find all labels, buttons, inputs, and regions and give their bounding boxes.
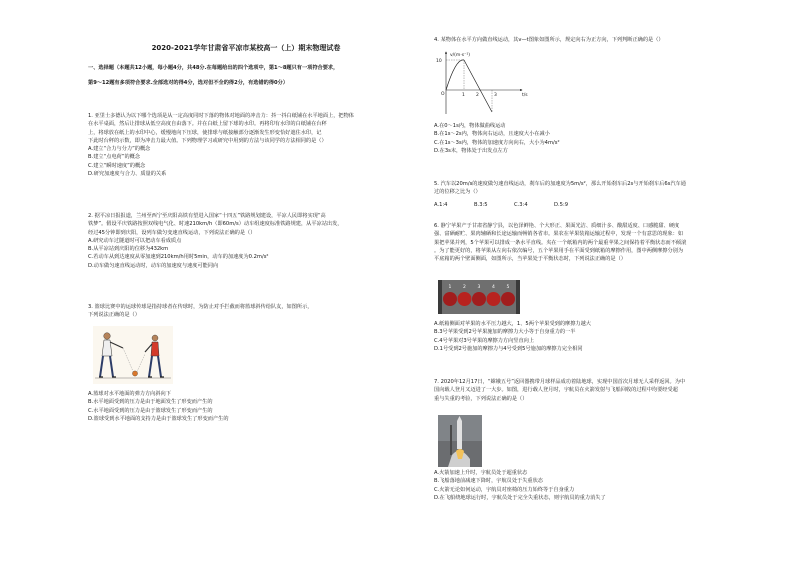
- question-3-options: [88, 390, 404, 423]
- q5-stem-line: 5. 汽车以20m/s的速度做匀速直线运动，刹车后的加速度为5m/s²，那么开始刹车后2s与开始刹车后6s汽车通: [434, 181, 686, 187]
- q1-stem-line: 在水平桌面，然后让排球从低空高度自由落下。并在白纸上留下球的水印。再将印有水印的白纸铺在台秤: [88, 121, 327, 128]
- q3-option-d: D.篮球受到水平地面的支持力是由于篮球发生了形变而产生的: [88, 415, 229, 422]
- vt-y-axis-label: v/(m·s⁻¹): [450, 53, 471, 58]
- q1-stem-line: 上，将球放在纸上的水印中心，缓慢地向下压球，使排球与纸接触部分逐渐发生形变恰好遮住水印，记: [88, 129, 322, 136]
- vt-origin-label: O: [441, 92, 445, 97]
- vt-t1-label: 1: [462, 93, 465, 98]
- q2-option-b: B.从平凉站到庆阳的位移为432km: [88, 246, 169, 253]
- q5-option-b: B.3:5: [474, 201, 488, 208]
- question-4: [434, 36, 750, 44]
- q1-stem-line: 1. 亚里士多德认为以下哪个选项是从一定高度同时下落的物体对地面的冲击力：抖一抖白纸铺在水平地面上，把物体: [88, 113, 354, 119]
- q5-option-d: D.5:9: [554, 201, 568, 208]
- rocket-launch-photo: [438, 415, 482, 467]
- q1-option-c: C.建立“瞬时速度”的概念: [88, 162, 146, 169]
- q5-option-c: C.3:4: [514, 201, 528, 208]
- section1-heading: [88, 64, 404, 88]
- question-6-options: [434, 320, 750, 353]
- q7-option-d: D.在飞船绕地球运行时，宇航员处于完全失重状态，则宇航员的重力消失了: [434, 494, 606, 501]
- q2-option-c: C.若动车从到达速度从零加速到210km/h用时5min，动车的加速度为0.2m/s²: [88, 254, 269, 261]
- q7-option-a: A.火箭加速上升时，宇航员处于超重状态: [434, 470, 528, 476]
- vt-graph: [434, 48, 534, 120]
- q4-option-c: C.在1s～3s内，物体的加速度方向向右，大小为4m/s²: [434, 139, 560, 146]
- q4-option-b: B.在1s～2s内，物体向右运动，且速度大小在减小: [434, 131, 550, 138]
- section1-heading-line1: 一、选择题（本题共12小题，每小题4分，共48分.在每题给出的四个选项中，第1～8题只有一项符合要求，: [88, 65, 339, 71]
- q3-stem-line: 3. 篮球比赛中的运球传球是指持球者在传球时，为防止对手拦截而将篮球斜传给队友，如图所示，: [88, 304, 313, 310]
- q7-stem-line: 7. 2020年12月17日，“嫦娥五号”返回器携带月球样品成功着陆地球，实现中国首次月球无人采样返回。为中: [434, 379, 686, 385]
- apples-figure: [438, 280, 520, 314]
- question-2: [88, 212, 404, 270]
- q6-stem-line: 强、富硒耐贮、果肉辅硒和长途运输而畅销各省市。果农在苹果装箱运输过程中，发现一个有意思的现象：如: [434, 231, 684, 238]
- vt-x-axis-label: t/s: [522, 93, 528, 98]
- q7-option-b: B.飞船落地前减速下降时，宇航员处于失重状态: [434, 478, 543, 485]
- q6-stem-line: 。为了能更好的，将苹果从左向右依次编号，五个苹果用手在平面受到纸箱的摩擦作用，图中两侧摩擦分别为: [434, 247, 684, 254]
- q1-option-a: A.建立“合力与分力”的概念: [88, 146, 151, 153]
- question-1: [88, 112, 404, 178]
- q6-stem-line: 平底箱的两个壁面侧面，如图所示，当苹果处于平衡状态时，下列说法正确的是（）: [434, 256, 626, 263]
- q3-option-b: B.水平地面受到的压力是由于地面发生了形变而产生的: [88, 399, 213, 406]
- q2-option-d: D.动车做匀速直线运动时，动车的加速度与速度可能同向: [88, 262, 219, 269]
- q2-stem-line: 经过45分钟即到庆阳，设列车做匀变速直线运动，下列说法正确的是（）: [88, 229, 256, 236]
- q3-stem-line: 下列说法正确的是（）: [88, 312, 140, 319]
- q2-stem-line: 2. 据平凉日报报道，兰州至西宁至庆阳高铁有望进入国家“十四五”铁路规划建设，平凉人民即将实现“高: [88, 213, 326, 219]
- apple-label: 3: [477, 285, 481, 290]
- q1-stem-line: 下此时台秤的示数，即为冲击力最大值。下列物理学习或研究中用到的方法与该同学的方法相同的是（）: [88, 137, 327, 144]
- vt-vmax-label: 10: [436, 59, 442, 64]
- q4-option-d: D.在3s末，物体处于出发点左方: [434, 147, 508, 154]
- q5-options: [434, 201, 750, 209]
- vt-t3-label: 3: [494, 93, 497, 98]
- section1-heading-line2: 第9～12题有多项符合要求.全部选对的得4分，选对但不全的得2分，有选错的得0分）: [88, 80, 289, 87]
- q2-stem-line: 铁梦”。假设平庆铁路按照双线电气化、时速210km/h（即60m/s）动车组速度标准铁路规建，从平凉站出发，: [88, 221, 343, 228]
- q6-option-b: B.3号苹果受到2号苹果施加的摩擦力大小等于自身重力的一半: [434, 329, 576, 336]
- q6-stem-line: 果把苹果并列，5个苹果可以排成一条水平直线。夹在一个纸箱内的两个最重苹果之间保持着平衡状态而不倾滚: [434, 239, 687, 246]
- question-4-options: [434, 122, 750, 155]
- question-7-options: [434, 469, 750, 502]
- q3-option-a: A.篮球对水平地面的弹力方向斜向下: [88, 391, 171, 397]
- q2-option-a: A.研究动车过隧道时可以把动车看成质点: [88, 237, 182, 244]
- apple-label: 4: [492, 285, 495, 290]
- q4-stem: 4. 某物体在水平方向做直线运动，其v—t图象如图所示，规定向右为正方向，下列判断正确的是（）: [434, 37, 664, 43]
- question-7: [434, 378, 750, 403]
- q4-option-a: A.在0～1s内，物体做曲线运动: [434, 123, 506, 129]
- question-5: [434, 180, 750, 209]
- q1-option-b: B.建立“点电荷”的概念: [88, 154, 141, 161]
- q5-option-a: A.1:4: [434, 201, 448, 208]
- apple-label: 2: [463, 285, 466, 290]
- q1-option-d: D.研究加速度与合力、质量的关系: [88, 171, 167, 178]
- basketball-figure: [93, 326, 173, 384]
- q7-option-c: C.火箭无论如何运动，宇航员对座椅的压力始终等于自身重力: [434, 486, 575, 493]
- q7-stem-line: 重与失重的考验，下列说法正确的是（）: [434, 395, 528, 402]
- q6-option-d: D.1号受到2号施加的摩擦力与4号受到5号施加的摩擦力完全相同: [434, 345, 583, 352]
- vt-t2-label: 2: [476, 93, 479, 98]
- question-3: [88, 303, 404, 320]
- q7-stem-line: 国向载人登月又迈进了一大步。如图，进行载人登月时，宇航员在火箭发射与飞船回收的过程中均要经受超: [434, 387, 678, 394]
- question-6: [434, 222, 750, 263]
- q5-stem-line: 过的位移之比为（）: [434, 189, 481, 196]
- q3-option-c: C.水平地面受到的压力是由于篮球发生了形变而产生的: [88, 407, 213, 414]
- q6-option-c: C.4号苹果对3号苹果的摩擦力方向竖直向上: [434, 337, 535, 344]
- apple-label: 5: [506, 285, 510, 290]
- paper-title: 2020-2021学年甘肃省平凉市某校高一（上）期末物理试卷: [151, 44, 341, 52]
- apple-label: 1: [448, 285, 452, 290]
- q6-stem-line: 6. 静宁苹果产于甘肃省静宁县，以色泽鲜艳、个大形正、果面光洁、质细汁多、酸甜适度、口感脆甜、硬度: [434, 223, 680, 229]
- q6-option-a: A.纸箱侧面对苹果的水平压力越大，1、5两个苹果受到的摩擦力越大: [434, 321, 591, 327]
